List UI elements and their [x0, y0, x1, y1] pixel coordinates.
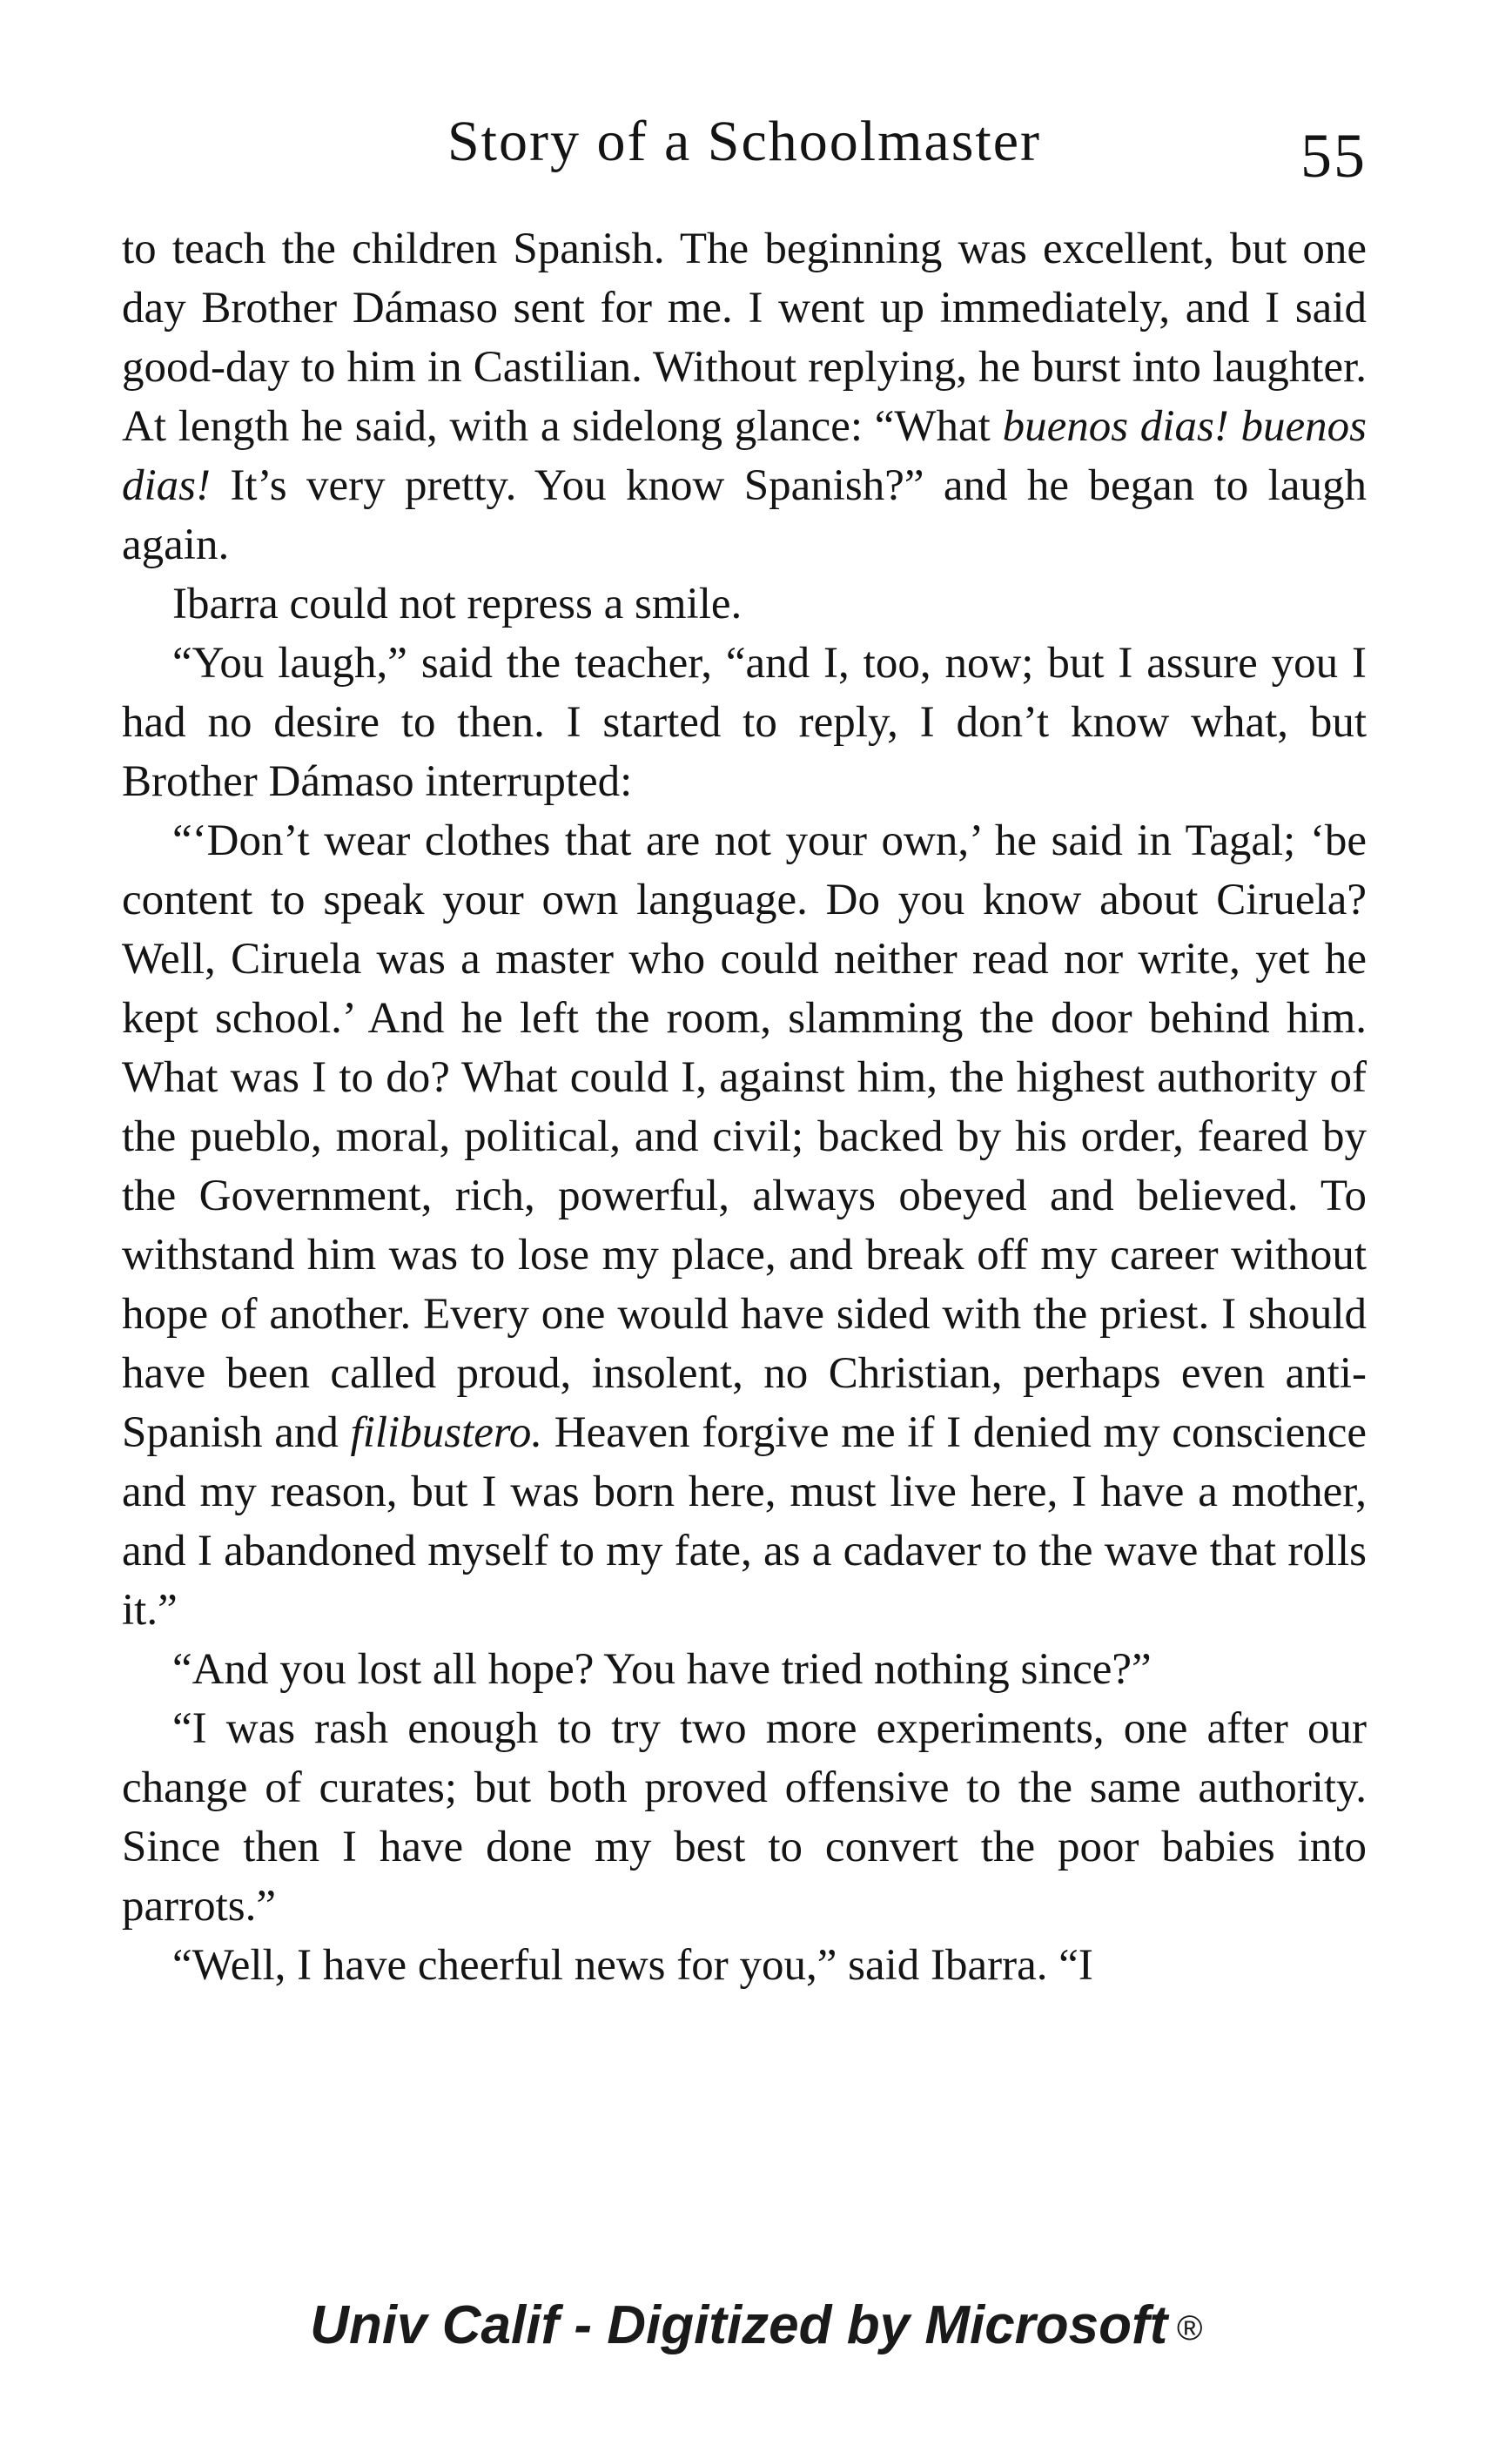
- text-run: Heaven forgive me if I denied my conscience and my reason, but I was born here, must live here, I have a mother, and I abandoned myself to my fate, as a cadaver to the wave that rolls it.”: [122, 1408, 1367, 1635]
- running-head: [122, 103, 1367, 191]
- running-title: Story of a Schoolmaster: [447, 110, 1042, 173]
- text-run: “Well, I have cheerful news for you,” said Ibarra. “I: [172, 1941, 1093, 1990]
- italic-phrase: buenos dias! buenos dias!: [122, 402, 1368, 510]
- watermark-text: Univ Calif - Digitized by Microsoft: [310, 2295, 1168, 2355]
- paragraph-1: [122, 219, 1367, 574]
- text-run: “And you lost all hope? You have tried nothing since?”: [172, 1645, 1152, 1694]
- paragraph-5: [122, 1640, 1367, 1699]
- digitization-watermark: [0, 2294, 1512, 2356]
- text-run: to teach the children Spanish. The beginning was excellent, but one day Brother Dámaso sent for me. I went up immediately, and I said good-day to him in Castilian. Without replying, he burst into laughter. At length he said, with a sidelong glance: “What: [122, 225, 1367, 451]
- italic-phrase: filibustero.: [350, 1408, 543, 1457]
- paragraph-2: [122, 574, 1367, 634]
- page-number: 55: [1300, 121, 1367, 191]
- paragraph-4: [122, 811, 1367, 1640]
- microsoft-mark-icon: ®: [1176, 2309, 1202, 2348]
- text-run: Ibarra could not repress a smile.: [172, 580, 743, 628]
- body-text: [122, 219, 1367, 1995]
- paragraph-3: [122, 634, 1367, 811]
- paragraph-6: [122, 1699, 1367, 1936]
- text-run: “I was rash enough to try two more experiments, one after our change of curates; but both proved offensive to the same authority. Since then I have done my best to convert the poor babies into parrots.”: [122, 1704, 1367, 1931]
- text-run: “You laugh,” said the teacher, “and I, too, now; but I assure you I had no desire to then. I started to reply, I don’t know what, but Brother Dámaso interrupted:: [122, 639, 1367, 806]
- text-run: It’s very pretty. You know Spanish?” and he began to laugh again.: [122, 461, 1367, 569]
- paragraph-7: [122, 1936, 1367, 1995]
- text-run: “‘Don’t wear clothes that are not your own,’ he said in Tagal; ‘be content to speak your own language. Do you know about Ciruela? Well, Ciruela was a master who could neither read nor write, yet he kept school.’ And he left the room, slamming the door behind him. What was I to do? What could I, against him, the highest authority of the pueblo, moral, political, and civil; backed by his order, feared by the Government, rich, powerful, always obeyed and believed. To withstand him was to lose my place, and break off my career without hope of another. Every one would have sided with the priest. I should have been called proud, insolent, no Christian, perhaps even anti-Spanish and: [122, 816, 1367, 1457]
